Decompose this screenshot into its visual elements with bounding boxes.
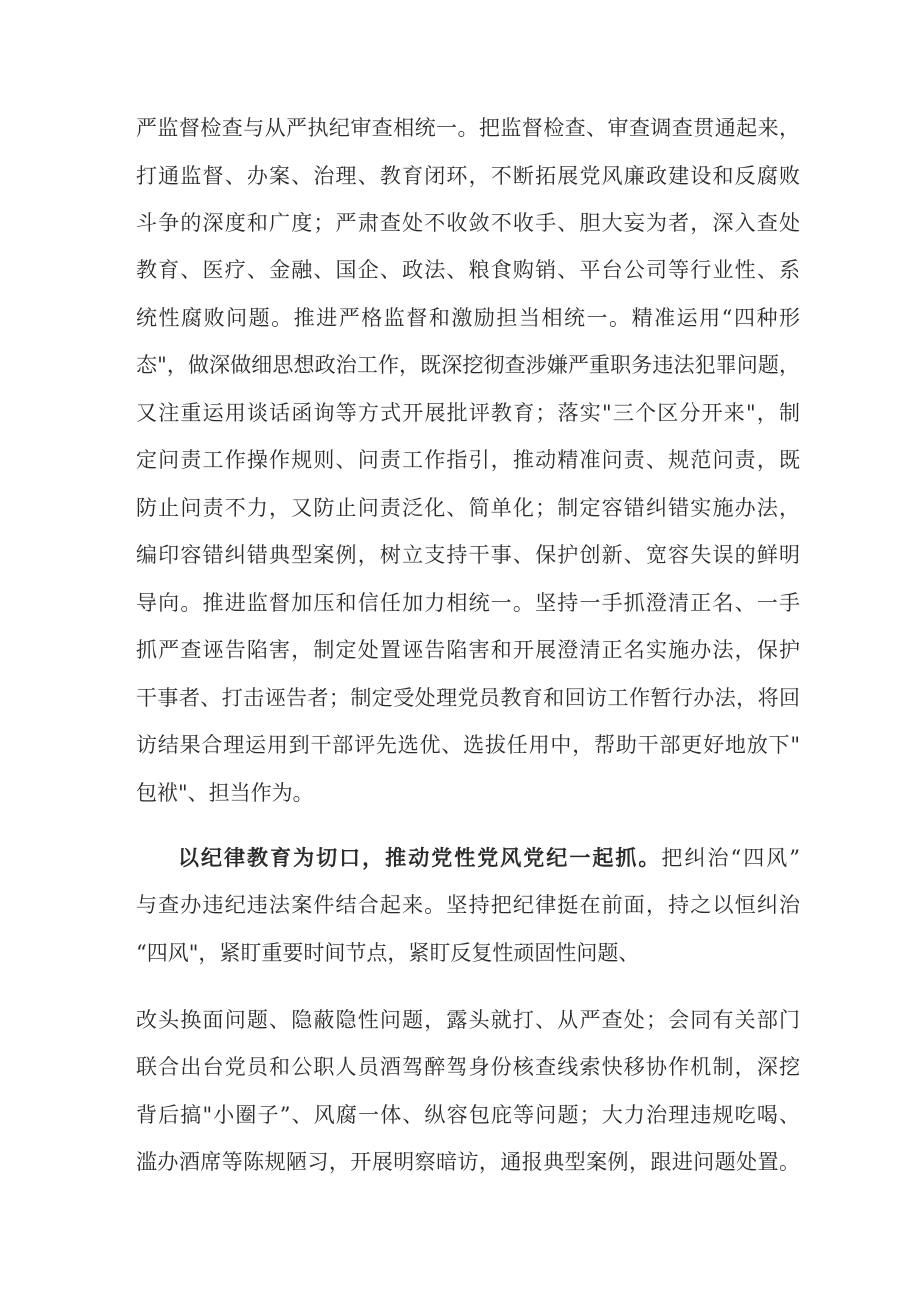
text-line: 态"，做深做细思想政治工作，既深挖彻查涉嫌严重职务违法犯罪问题， bbox=[136, 353, 800, 377]
text-line: 统性腐败问题。推进严格监督和激励担当相统一。精准运用“四种形 bbox=[136, 306, 800, 330]
text-line: 编印容错纠错典型案例，树立支持干事、保护创新、宽容失误的鲜明 bbox=[136, 543, 800, 567]
text-line: 访结果合理运用到干部评先选优、选拔任用中，帮助干部更好地放下" bbox=[136, 733, 800, 757]
text-line: 防止问责不力，又防止问责泛化、简单化；制定容错纠错实施办法， bbox=[136, 496, 800, 520]
text-span: 把纠治“四风” bbox=[661, 846, 800, 870]
text-line: 联合出台党员和公职人员酒驾醉驾身份核查线索快移协作机制，深挖 bbox=[136, 1055, 800, 1079]
text-line: 斗争的深度和广度；严肃查处不收敛不收手、胆大妄为者，深入查处 bbox=[136, 211, 800, 235]
text-line: 定问责工作操作规则、问责工作指引，推动精准问责、规范问责，既 bbox=[136, 448, 800, 472]
text-line: 严监督检查与从严执纪审查相统一。把监督检查、审查调查贯通起来， bbox=[136, 116, 800, 140]
text-line: 与查办违纪违法案件结合起来。坚持把纪律挺在前面，持之以恒纠治 bbox=[136, 893, 800, 917]
text-line: 干事者、打击诬告者；制定受处理党员教育和回访工作暂行办法，将回 bbox=[136, 686, 800, 710]
paragraph-heading: 以纪律教育为切口，推动党性党风党纪一起抓。 bbox=[178, 845, 662, 870]
text-line: 教育、医疗、金融、国企、政法、粮食购销、平台公司等行业性、系 bbox=[136, 258, 800, 282]
text-line: 打通监督、办案、治理、教育闭环，不断拓展党风廉政建设和反腐败 bbox=[136, 164, 800, 188]
text-line: 改头换面问题、隐蔽隐性问题，露头就打、从严查处；会同有关部门 bbox=[136, 1008, 800, 1032]
text-line: 包袱"、担当作为。 bbox=[136, 781, 314, 805]
text-line: “四风"，紧盯重要时间节点，紧盯反复性顽固性问题、 bbox=[136, 941, 640, 965]
text-line: 背后搞"小圈子”、风腐一体、纵容包庇等问题；大力治理违规吃喝、 bbox=[136, 1103, 800, 1127]
text-line: 又注重运用谈话函询等方式开展批评教育；落实"三个区分开来"，制 bbox=[136, 401, 800, 425]
text-line: 滥办酒席等陈规陋习，开展明察暗访，通报典型案例，跟进问题处置。 bbox=[136, 1150, 800, 1174]
text-line: 导向。推进监督加压和信任加力相统一。坚持一手抓澄清正名、一手 bbox=[136, 591, 800, 615]
paragraph-lead-line bbox=[178, 838, 800, 878]
text-line: 抓严查诬告陷害，制定处置诬告陷害和开展澄清正名实施办法，保护 bbox=[136, 638, 800, 662]
